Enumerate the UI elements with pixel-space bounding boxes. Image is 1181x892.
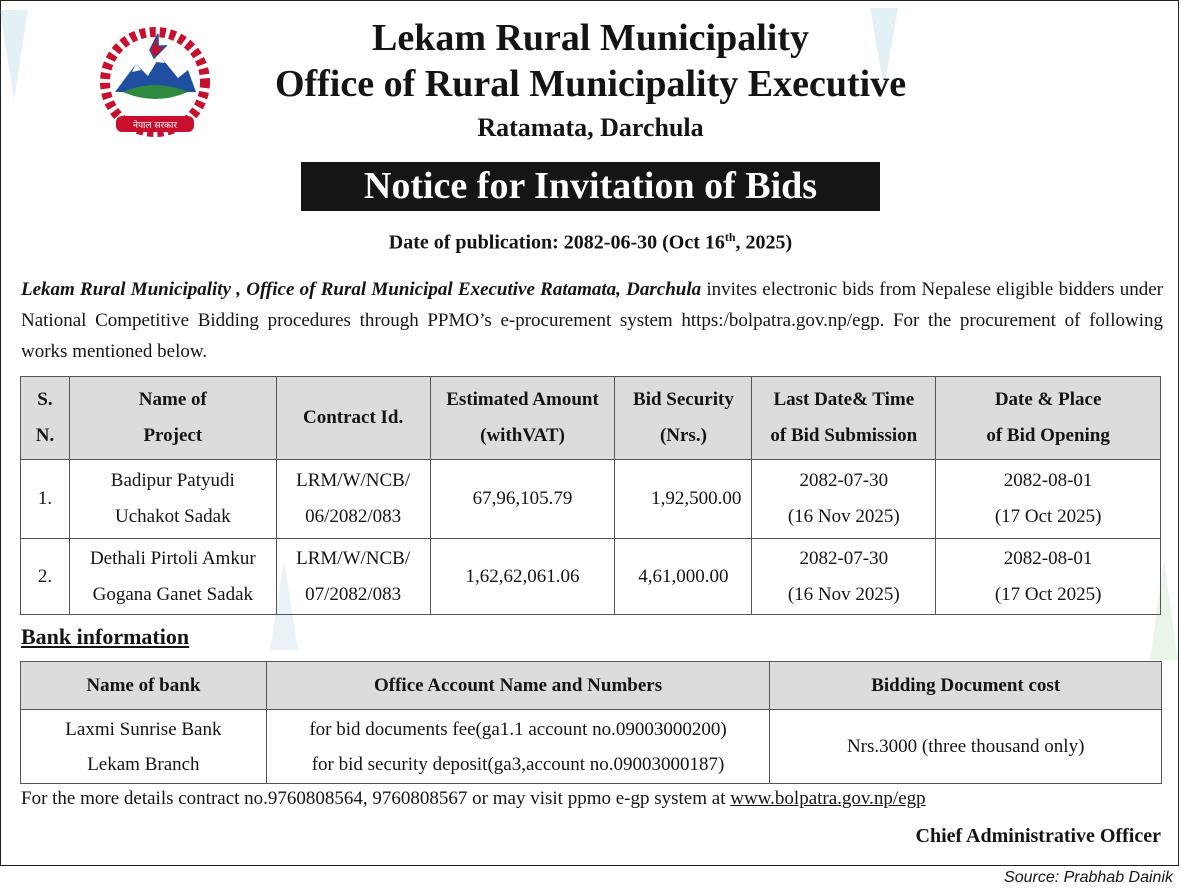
notice-title-banner: Notice for Invitation of Bids xyxy=(301,162,880,211)
source-credit: Source: Prabhab Dainik xyxy=(1004,869,1173,886)
cell-cost: Nrs.3000 (three thousand only) xyxy=(770,710,1162,784)
cell-contract: LRM/W/NCB/ 06/2082/083 xyxy=(276,460,430,539)
municipality-title: Lekam Rural Municipality xyxy=(371,17,810,59)
bank-info-heading: Bank information xyxy=(21,624,190,649)
publication-date: Date of publication: 2082-06-30 (Oct 16th, 2025) xyxy=(388,230,793,254)
cell-sn: 2. xyxy=(21,539,70,615)
bank-table xyxy=(20,661,1162,784)
emblem-motto: नेपाल सरकार xyxy=(132,121,178,131)
signatory: Chief Administrative Officer xyxy=(915,825,1161,847)
col-accounts: Office Account Name and Numbers xyxy=(266,662,770,710)
cell-amount: 1,62,62,061.06 xyxy=(430,539,615,615)
egp-link[interactable]: www.bolpatra.gov.np/egp xyxy=(730,788,926,809)
cell-security: 1,92,500.00 xyxy=(615,460,752,539)
col-security: Bid Security (Nrs.) xyxy=(615,377,752,460)
cell-project: Dethali Pirtoli Amkur Gogana Ganet Sadak xyxy=(69,539,276,615)
table-row xyxy=(21,539,1161,615)
cell-opening: 2082-08-01 (17 Oct 2025) xyxy=(936,539,1161,615)
bank-header-row xyxy=(21,662,1162,710)
table-row xyxy=(21,710,1162,784)
office-title: Office of Rural Municipality Executive xyxy=(274,63,907,105)
contact-details: For the more details contract no.9760808564, 9760808567 or may visit ppmo e-gp system at www.bolpatra.gov.np/egp xyxy=(21,788,926,809)
cell-contract: LRM/W/NCB/ 07/2082/083 xyxy=(276,539,430,615)
col-bank-name: Name of bank xyxy=(21,662,267,710)
intro-emphasis: Lekam Rural Municipality , Office of Rural Municipal Executive Ratamata, Darchula xyxy=(21,279,702,300)
col-project: Name of Project xyxy=(69,377,276,460)
cell-project: Badipur Patyudi Uchakot Sadak xyxy=(69,460,276,539)
col-contract: Contract Id. xyxy=(276,377,430,460)
col-amount: Estimated Amount (withVAT) xyxy=(430,377,615,460)
col-doc-cost: Bidding Document cost xyxy=(770,662,1162,710)
location-subtitle: Ratamata, Darchula xyxy=(477,113,704,142)
cell-accounts: for bid documents fee(ga1.1 account no.09003000200) for bid security deposit(ga3,account no.09003000187) xyxy=(266,710,770,784)
intro-body: invites electronic bids from Nepalese eligible bidders under National Competitive Bidding procedures through PPMO’s e-procurement system https:/bolpatra.gov.np/egp. For the procurement of following works mentioned below. xyxy=(21,279,1164,362)
col-sn: S. N. xyxy=(21,377,70,460)
cell-bank: Laxmi Sunrise Bank Lekam Branch xyxy=(21,710,267,784)
col-opening: Date & Place of Bid Opening xyxy=(936,377,1161,460)
cell-deadline: 2082-07-30 (16 Nov 2025) xyxy=(752,539,936,615)
cell-opening: 2082-08-01 (17 Oct 2025) xyxy=(936,460,1161,539)
intro-paragraph xyxy=(21,274,1163,367)
bids-table xyxy=(20,376,1161,615)
cell-sn: 1. xyxy=(21,460,70,539)
col-deadline: Last Date& Time of Bid Submission xyxy=(752,377,936,460)
cell-deadline: 2082-07-30 (16 Nov 2025) xyxy=(752,460,936,539)
cell-amount: 67,96,105.79 xyxy=(430,460,615,539)
cell-security: 4,61,000.00 xyxy=(615,539,752,615)
bids-header-row xyxy=(21,377,1161,460)
table-row xyxy=(21,460,1161,539)
